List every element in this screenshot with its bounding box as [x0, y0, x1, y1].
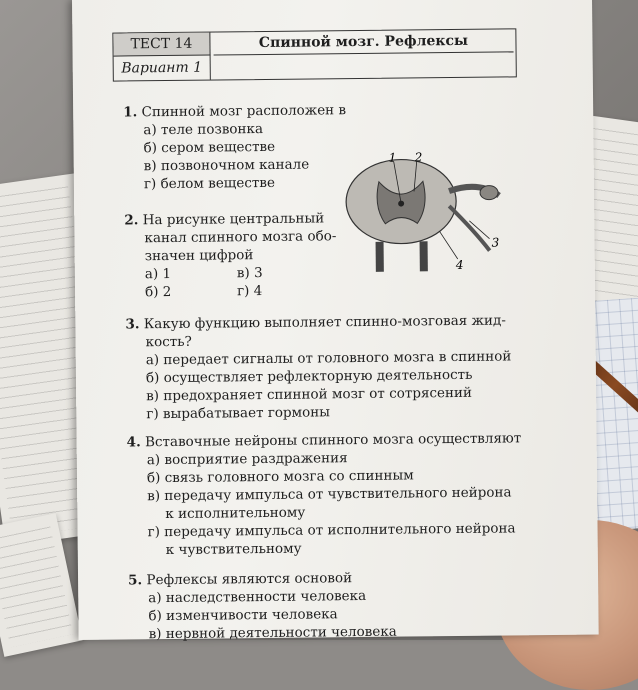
question-text: На рисунке центральный: [142, 210, 325, 229]
option[interactable]: а) передает сигналы от головного мозга в спинной: [145, 348, 512, 369]
option[interactable]: б) осуществляет рефлекторную деятельность: [145, 366, 473, 387]
test-number: ТЕСТ 14: [113, 33, 210, 57]
question-number: 1.: [123, 104, 138, 121]
option-continuation: к чувствительному: [165, 540, 302, 559]
question-2: [124, 209, 337, 301]
question-text-line: кость?: [145, 333, 192, 351]
option[interactable]: г) 4: [236, 283, 263, 300]
option[interactable]: г) вырабатывает гормоны: [146, 404, 331, 423]
question-text: Спинной мозг расположен в: [141, 102, 347, 121]
question-text: Какую функцию выполняет спинно-мозговая жид-: [143, 312, 506, 333]
question-number: 5.: [127, 572, 143, 589]
option[interactable]: в) передачу импульса от чувствительного нейрона: [147, 484, 512, 505]
question-3: [125, 311, 512, 423]
question-text-line: канал спинного мозга обо-: [144, 228, 337, 247]
test-paper: [72, 0, 599, 643]
question-4: [127, 429, 523, 559]
spinal-cord-diagram: [339, 150, 510, 282]
option-continuation: к исполнительному: [165, 504, 306, 523]
option[interactable]: а) наследственности человека: [148, 587, 367, 607]
figure-label-4: 4: [455, 257, 464, 272]
option[interactable]: в) предохраняет спинной мозг от сотрясений: [146, 384, 473, 405]
option[interactable]: а) восприятие раздражения: [146, 450, 348, 469]
question-text: Вставочные нейроны спинного мозга осуществляют: [144, 430, 522, 451]
question-number: 2.: [124, 212, 139, 229]
option[interactable]: б) 2: [144, 283, 172, 301]
option[interactable]: в) позвоночном канале: [143, 156, 310, 175]
question-1: [123, 101, 347, 193]
question-text-line: значен цифрой: [144, 247, 254, 265]
option[interactable]: а) теле позвонка: [143, 121, 264, 139]
option[interactable]: г) передачу импульса от исполнительного нейрона: [147, 520, 516, 541]
question-number: 3.: [125, 316, 140, 333]
question-text: Рефлексы являются основой: [146, 570, 353, 589]
option[interactable]: г) белом веществе: [143, 174, 276, 193]
option[interactable]: б) связь головного мозга со спинным: [146, 467, 414, 487]
option[interactable]: в) 3: [236, 265, 263, 282]
figure-label-1: 1: [388, 150, 397, 165]
variant-label: Вариант 1: [114, 56, 211, 81]
figure-label-3: 3: [491, 235, 500, 250]
option[interactable]: б) сером веществе: [143, 138, 276, 157]
test-header: [112, 28, 516, 81]
question-number: 4.: [126, 434, 141, 451]
option[interactable]: б) изменчивости человека: [148, 606, 338, 625]
question-5: [128, 569, 397, 644]
option[interactable]: а) 1: [144, 265, 172, 283]
test-title: Спинной мозг. Рефлексы: [213, 29, 513, 55]
figure-label-2: 2: [414, 150, 423, 165]
option[interactable]: в) нервной деятельности человека: [148, 623, 397, 643]
